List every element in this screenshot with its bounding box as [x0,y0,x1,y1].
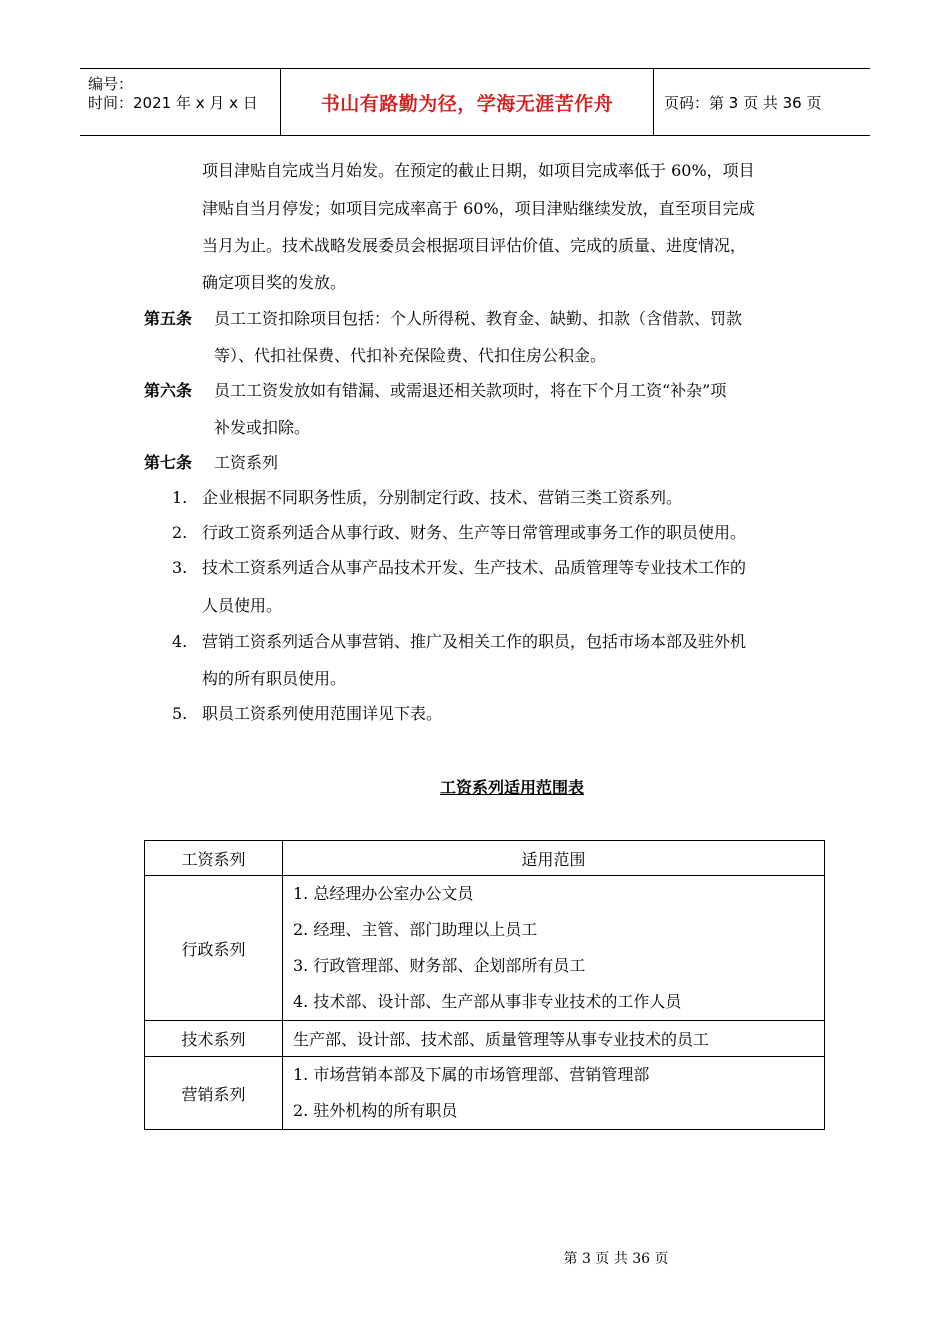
table-row [145,1021,825,1057]
table-row [145,1057,825,1130]
header-motto: 书山有路勤为径，学海无涯苦作舟 [281,69,654,135]
table-cell-scope [283,1057,825,1130]
document-number-label: 编号： [88,75,134,93]
paragraph-line: 确定项目奖的发放。 [202,273,347,292]
page-header [80,68,870,136]
table-cell-scope: 生产部、设计部、技术部、质量管理等从事专业技术的员工 [283,1021,825,1057]
scope-line: 2. 经理、主管、部门助理以上员工 [293,920,538,939]
table-cell-series: 技术系列 [145,1021,283,1057]
list-item-text: 营销工资系列适合从事营销、推广及相关工作的职员，包括市场本部及驻外机 [202,632,747,651]
header-page-info: 页码：第 3 页 共 36 页 [664,93,822,112]
table-title: 工资系列适用范围表 [439,778,584,797]
table-cell-series: 行政系列 [145,876,283,1021]
list-item-number: 5. [172,704,188,723]
scope-line: 4. 技术部、设计部、生产部从事非专业技术的工作人员 [293,992,682,1011]
header-meta [80,69,281,135]
paragraph-line: 项目津贴自完成当月始发。在预定的截止日期，如项目完成率低于 60%，项目 [202,161,755,180]
table-header-cell: 工资系列 [145,841,283,876]
list-item-text: 职员工资系列使用范围详见下表。 [202,704,443,723]
paragraph-line: 津贴自当月停发；如项目完成率高于 60%，项目津贴继续发放，直至项目完成 [202,199,755,218]
article-5-line: 等）、代扣社保费、代扣补充保险费、代扣住房公积金。 [214,346,607,365]
scope-line: 1. 总经理办公室办公文员 [293,884,474,903]
paragraph-line: 当月为止。技术战略发展委员会根据项目评估价值、完成的质量、进度情况， [202,236,747,255]
article-6-line: 补发或扣除。 [214,418,311,437]
table-cell-scope [283,876,825,1021]
scope-line: 2. 驻外机构的所有职员 [293,1101,458,1120]
list-item-text: 行政工资系列适合从事行政、财务、生产等日常管理或事务工作的职员使用。 [202,523,747,542]
article-5-line: 员工工资扣除项目包括：个人所得税、教育金、缺勤、扣款（含借款、罚款 [214,309,743,328]
table-header-cell: 适用范围 [283,841,825,876]
list-item-number: 4. [172,632,188,651]
article-7-text: 工资系列 [214,453,279,472]
article-7-label: 第七条 [144,453,193,472]
page-footer: 第 3 页 共 36 页 [563,1251,669,1267]
article-6-label: 第六条 [144,381,193,400]
scope-line: 1. 市场营销本部及下属的市场管理部、营销管理部 [293,1065,650,1084]
table-header-row [145,841,825,876]
list-item-number: 2. [172,523,188,542]
table-row [145,876,825,1021]
list-item-text: 企业根据不同职务性质，分别制定行政、技术、营销三类工资系列。 [202,488,683,507]
article-6-line: 员工工资发放如有错漏、或需退还相关款项时，将在下个月工资“补杂”项 [214,381,727,400]
list-item-text: 人员使用。 [202,596,283,615]
table-cell-series: 营销系列 [145,1057,283,1130]
list-item-text: 技术工资系列适合从事产品技术开发、生产技术、品质管理等专业技术工作的 [202,558,747,577]
list-item-text: 构的所有职员使用。 [202,669,347,688]
list-item-number: 1. [172,488,188,507]
document-date: 时间：2021 年 x 月 x 日 [88,94,258,112]
scope-line: 3. 行政管理部、财务部、企划部所有员工 [293,956,586,975]
article-5-label: 第五条 [144,309,193,328]
salary-series-table [144,840,825,1130]
list-item-number: 3. [172,558,188,577]
